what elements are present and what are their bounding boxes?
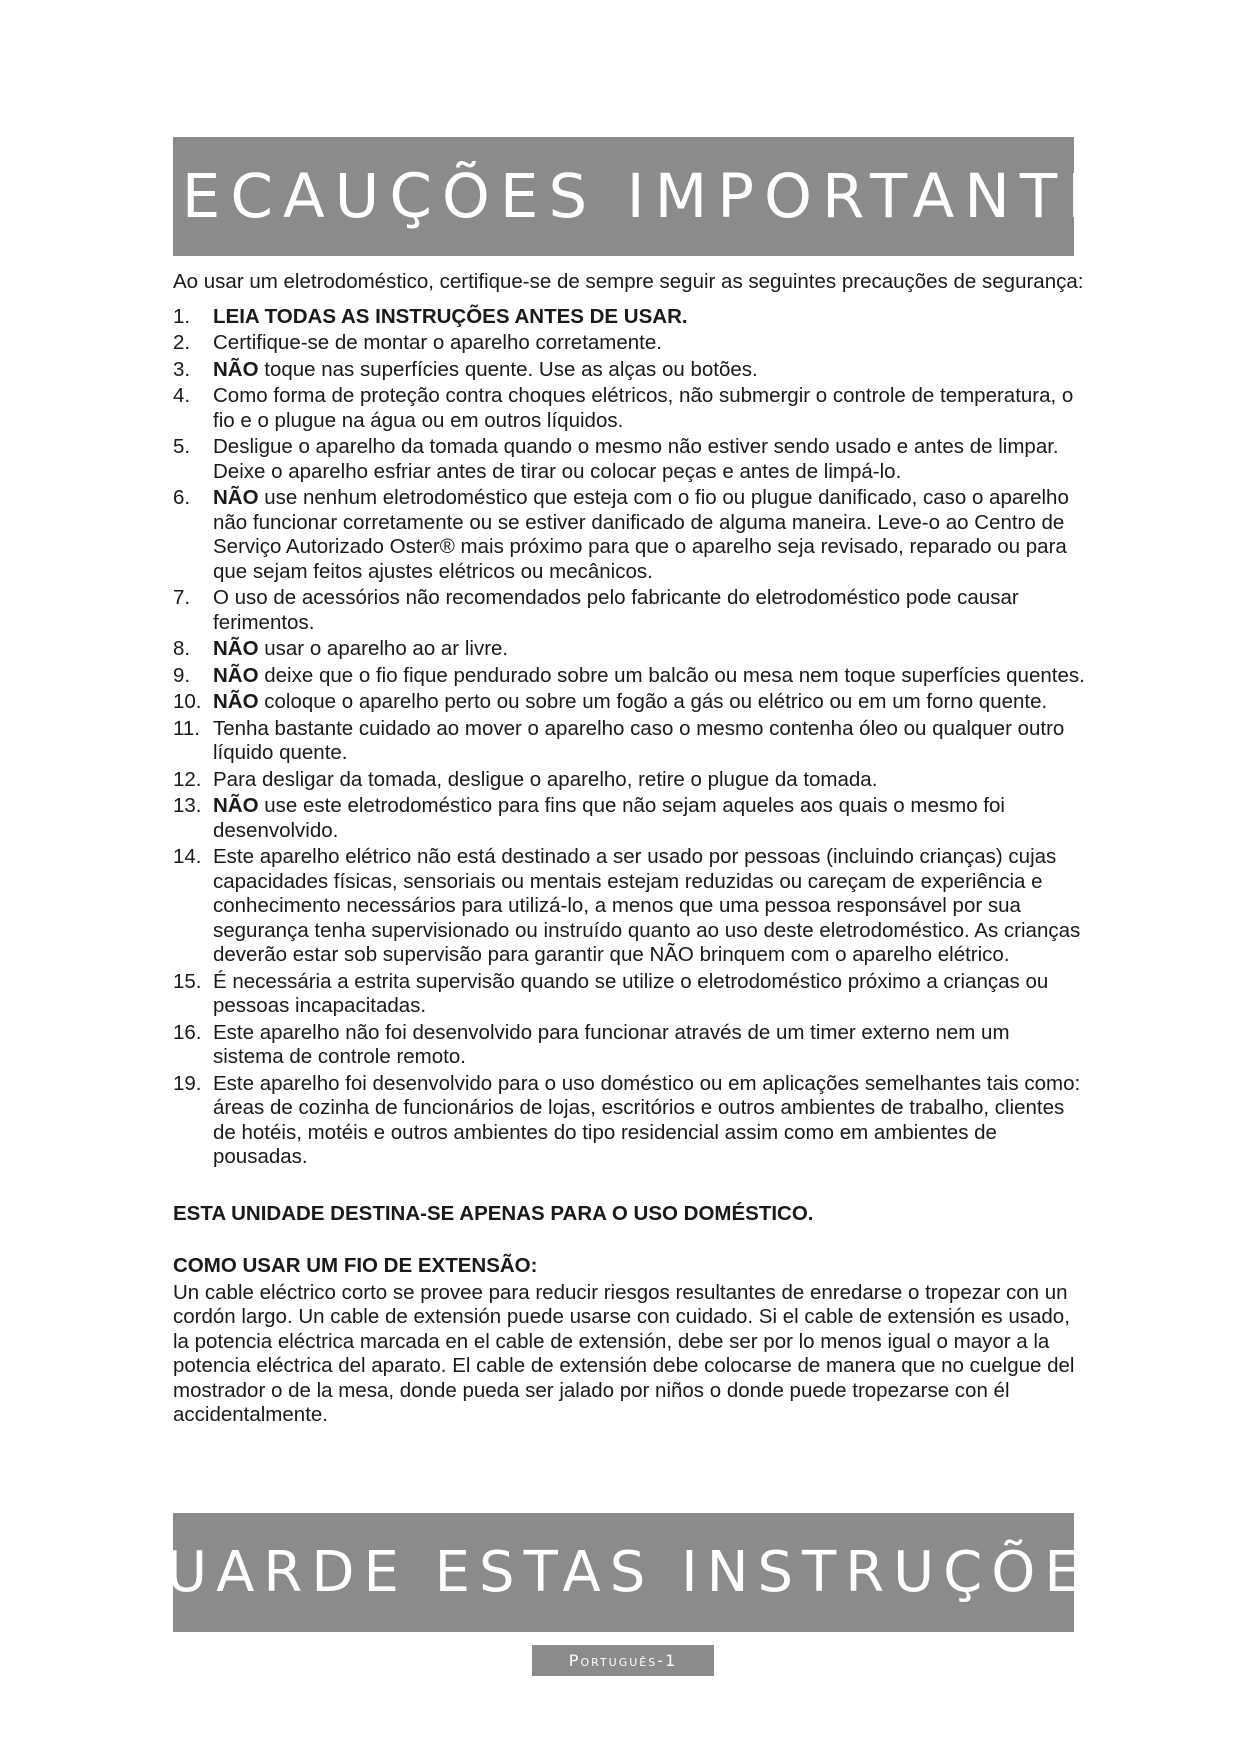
list-item: 12. Para desligar da tomada, desligue o aparelho, retire o plugue da tomada. <box>173 767 878 791</box>
list-item: 4. Como forma de proteção contra choques elétricos, não submergir o controle de temperatura, o fio e o plugue na água ou em outros líquidos. <box>173 384 1074 432</box>
list-item: 14. Este aparelho elétrico não está destinado a ser usado por pessoas (incluindo crianças) cujas capacidades físicas, sensoriais ou mentais estejam reduzidas ou careçam de experiência e conhecimento necessários para utilizá-lo, a menos que uma pessoa responsável por sua segurança tenha supervisionado ou instruído quanto ao uso deste eletrodoméstico. As crianças deverão estar sob supervisão para garantir que NÃO brinquem com o aparelho elétrico. <box>173 845 1081 966</box>
list-item: 13. NÃO use este eletrodoméstico para fins que não sejam aqueles aos quais o mesmo foi desenvolvido. <box>173 794 1005 842</box>
list-item: 9. NÃO deixe que o fio fique pendurado sobre um balcão ou mesa nem toque superfícies quentes. <box>173 663 1085 687</box>
precautions-list <box>173 305 1085 1170</box>
extension-cord-title: COMO USAR UM FIO DE EXTENSÃO: <box>173 1254 538 1277</box>
household-notice: ESTA UNIDADE DESTINA-SE APENAS PARA O USO DOMÉSTICO. <box>173 1201 814 1225</box>
list-item: 19. Este aparelho foi desenvolvido para o uso doméstico ou em aplicações semelhantes tais como: áreas de cozinha de funcionários de lojas, escritórios e outros ambientes de trabalho, clientes de hotéis, motéis e outros ambientes do tipo residencial assim como em ambientes de pousadas. <box>173 1071 1081 1168</box>
page-number-badge <box>532 1645 714 1676</box>
page-title-banner <box>82 137 1165 256</box>
list-item: 8. NÃO usar o aparelho ao ar livre. <box>173 637 509 660</box>
document-body <box>173 270 1085 1428</box>
list-item: 3. NÃO toque nas superfícies quente. Use as alças ou botões. <box>173 357 758 381</box>
list-item: 1. LEIA TODAS AS INSTRUÇÕES ANTES DE USAR. <box>173 304 688 328</box>
list-item: 11. Tenha bastante cuidado ao mover o aparelho caso o mesmo contenha óleo ou qualquer outro líquido quente. <box>173 716 1065 764</box>
intro-text: Ao usar um eletrodoméstico, certifique-se de sempre seguir as seguintes precauções de segurança: <box>173 270 1084 293</box>
list-item: 2. Certifique-se de montar o aparelho corretamente. <box>173 331 662 354</box>
footer-banner <box>113 1513 1134 1632</box>
list-item: 7. O uso de acessórios não recomendados pelo fabricante do eletrodoméstico pode causar ferimentos. <box>173 586 1019 634</box>
page-label: Português-1 <box>568 1651 678 1670</box>
list-item: 6. NÃO use nenhum eletrodoméstico que esteja com o fio ou plugue danificado, caso o aparelho não funcionar corretamente ou se estiver danificado de alguma maneira. Leve-o ao Centro de Serviço Autorizado Oster® mais próximo para que o aparelho seja revisado, reparado ou para que sejam feitos ajustes elétricos ou mecânicos. <box>173 486 1069 583</box>
extension-cord-text: Un cable eléctrico corto se provee para reducir riesgos resultantes de enredarse o tropezar con un cordón largo. Un cable de extensión puede usarse con cuidado. Si el cable de extensión es usado, la potencia eléctrica marcada en el cable de extensión, debe ser por lo menos igual o mayor a la potencia eléctrica del aparato. El cable de extensión debe colocarse de manera que no cuelgue del mostrador o de la mesa, donde pueda ser jalado por niños o donde puede tropezarse con él accidentalmente. <box>173 1280 1075 1426</box>
page-title: PRECAUÇÕES IMPORTANTES <box>82 161 1165 232</box>
footer-title: GUARDE ESTAS INSTRUÇÕES <box>113 1540 1134 1605</box>
list-item: 16. Este aparelho não foi desenvolvido para funcionar através de um timer externo nem um sistema de controle remoto. <box>173 1020 1010 1068</box>
list-item: 15. É necessária a estrita supervisão quando se utilize o eletrodoméstico próximo a crianças ou pessoas incapacitadas. <box>173 969 1049 1017</box>
list-item: 10. NÃO coloque o aparelho perto ou sobre um fogão a gás ou elétrico ou em um forno quente. <box>173 690 1048 713</box>
list-item: 5. Desligue o aparelho da tomada quando o mesmo não estiver sendo usado e antes de limpar. Deixe o aparelho esfriar antes de tirar ou colocar peças e antes de limpá-lo. <box>173 435 1059 483</box>
